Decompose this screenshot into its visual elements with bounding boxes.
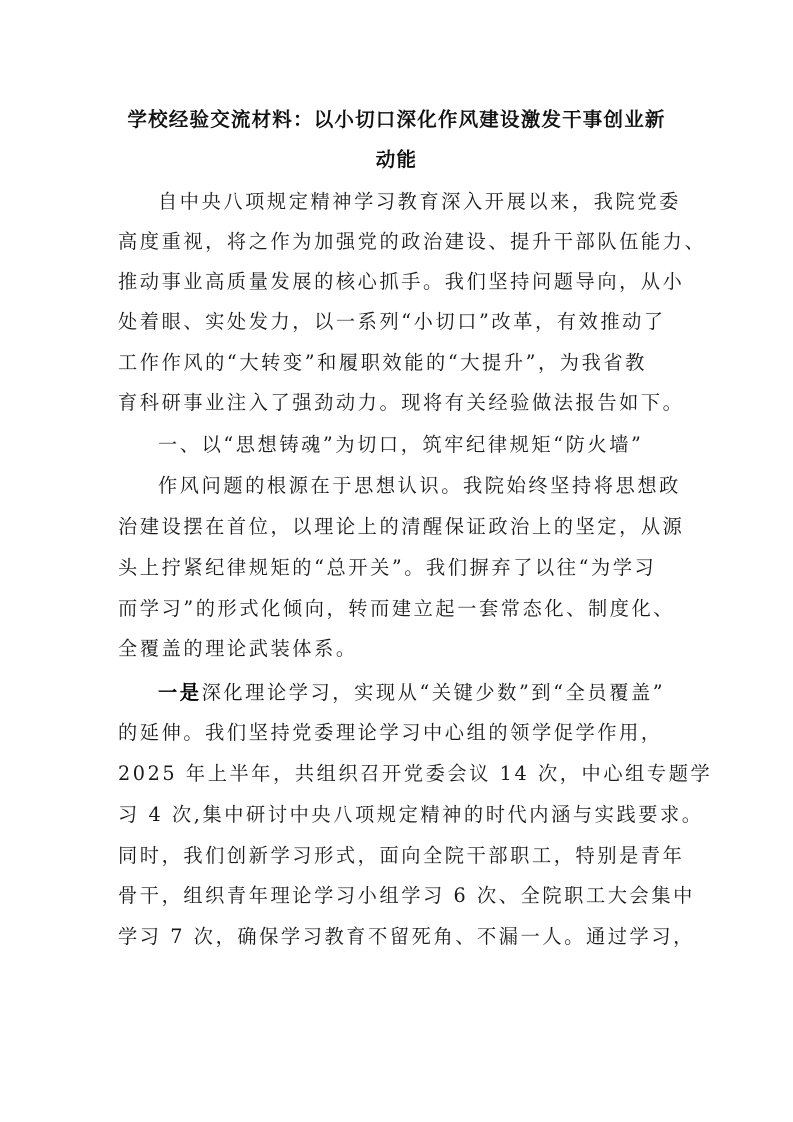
body-line-first-point [158,678,718,705]
body-line: 同时，我们创新学习形式，面向全院干部职工，特别是青年 [118,844,685,867]
document-title-line-2: 动能 [375,148,418,171]
body-line: 育科研事业注入了强劲动力。现将有关经验做法报告如下。 [118,391,685,414]
body-line: 学习 7 次，确保学习教育不留死角、不漏一人。通过学习， [118,925,695,948]
body-line: 自中央八项规定精神学习教育深入开展以来，我院党委 [158,190,681,213]
document-title-line-1: 学校经验交流材料：以小切口深化作风建设激发干事创业新 [127,108,666,131]
body-line: 处着眼、实处发力，以一系列“小切口”改革，有效推动了 [118,310,666,333]
body-line: 习 4 次,集中研讨中央八项规定精神的时代内涵与实践要求。 [118,803,704,826]
point-prefix-bold: 一是 [158,681,202,704]
body-line: 推动事业高质量发展的核心抓手。我们坚持问题导向，从小 [118,270,685,293]
body-line: 工作作风的“大转变”和履职效能的“大提升”，为我省教 [118,351,647,374]
body-line: 而学习”的形式化倾向，转而建立起一套常态化、制度化、 [118,597,676,620]
body-line: 的延伸。我们坚持党委理论学习中心组的领学促学作用， [118,721,663,744]
body-line: 头上拧紧纪律规矩的“总开关”。我们摒弃了以往“为学习 [118,556,657,579]
body-line: 骨干，组织青年理论学习小组学习 6 次、全院职工大会集中 [118,884,695,907]
body-line: 2025 年上半年，共组织召开党委会议 14 次，中心组专题学 [118,762,713,785]
body-line: 全覆盖的理论武装体系。 [118,637,358,660]
point-text: 深化理论学习，实现从“关键少数”到“全员覆盖” [201,681,666,704]
body-line: 治建设摆在首位，以理论上的清醒保证政治上的坚定，从源 [118,515,685,538]
section-heading-1: 一、以“思想铸魂”为切口，筑牢纪律规矩“防火墙” [158,433,644,456]
body-line: 高度重视，将之作为加强党的政治建设、提升干部队伍能力、 [118,230,707,253]
body-line: 作风问题的根源在于思想认识。我院始终坚持将思想政 [158,474,681,497]
